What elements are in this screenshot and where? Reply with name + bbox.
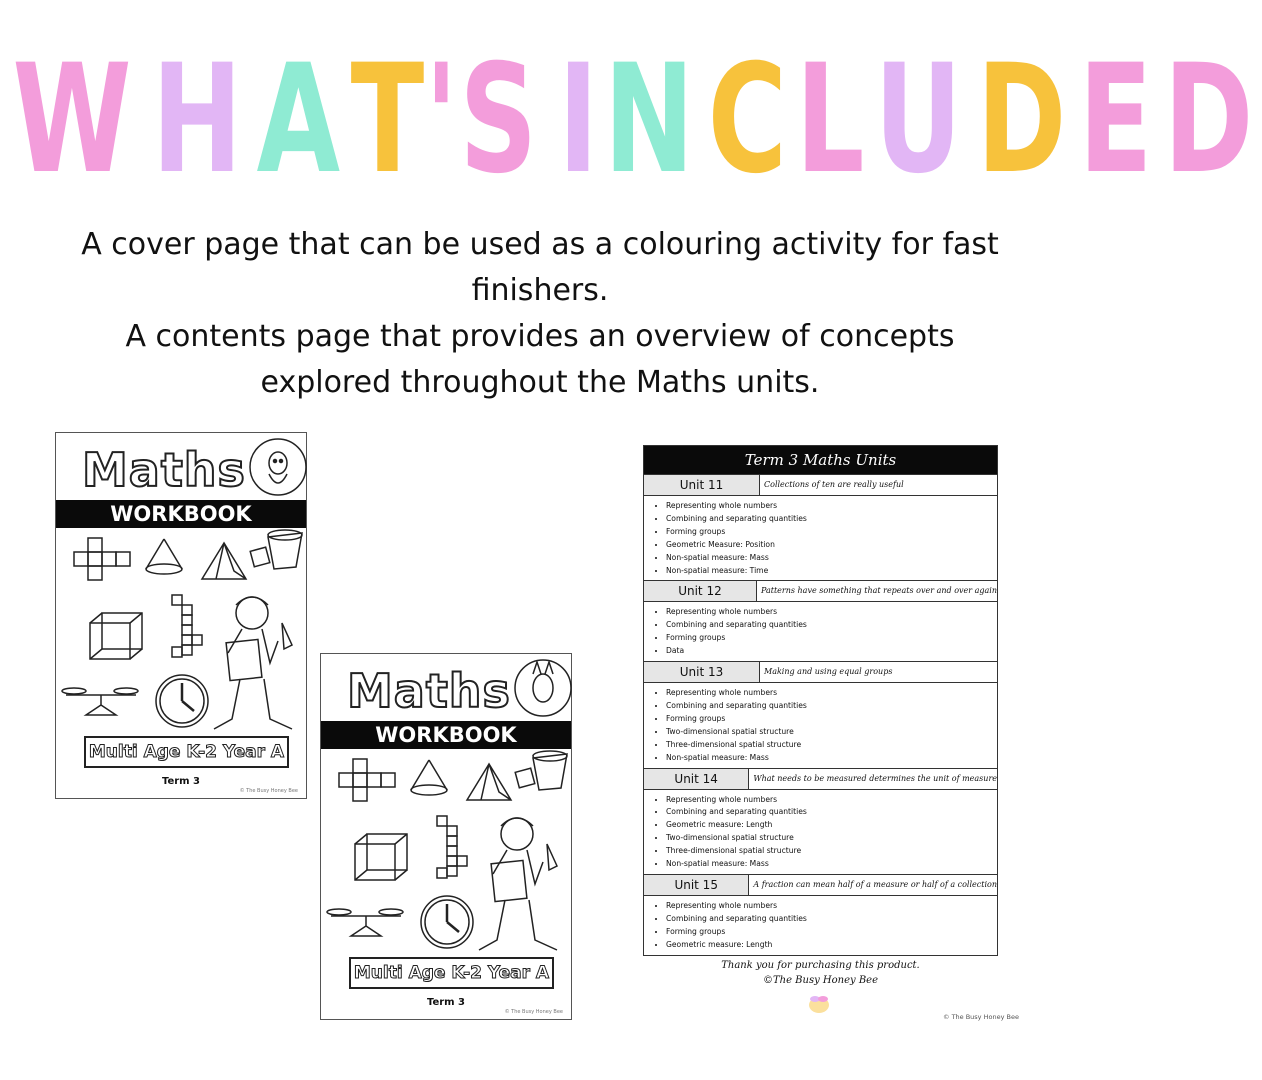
cover-term: Term 3 xyxy=(161,776,201,787)
headline-letter: ' xyxy=(425,33,460,207)
headline-letter: W xyxy=(12,33,134,207)
bee-logo-icon xyxy=(806,993,832,1015)
unit-name: Unit 12 xyxy=(644,581,757,601)
unit-header-row xyxy=(644,768,997,790)
unit-topic: • Representing whole numbers xyxy=(666,500,997,513)
thanks-line-1: Thank you for purchasing this product. xyxy=(721,960,920,971)
workbook-cover-preview-2 xyxy=(320,653,572,1020)
unit-topic: • Two-dimensional spatial structure xyxy=(666,726,997,739)
box-3d-icon xyxy=(90,613,142,659)
description-line-2: A contents page that provides an overview of concepts explored throughout the Maths units. xyxy=(125,319,955,400)
unit-topic: • Forming groups xyxy=(666,713,997,726)
number-tiles-icon xyxy=(172,595,202,657)
cover-title: Maths xyxy=(347,664,511,718)
cover-title: Maths xyxy=(82,443,246,497)
unit-topic: • Combining and separating quantities xyxy=(666,700,997,713)
unit-topic: • Geometric measure: Length xyxy=(666,939,997,952)
unit-topic: • Three-dimensional spatial structure xyxy=(666,739,997,752)
unit-name: Unit 13 xyxy=(644,662,760,682)
bucket-icon xyxy=(533,751,567,790)
headline-letter: C xyxy=(707,33,789,207)
mascot-icon xyxy=(515,660,571,716)
child-character-icon xyxy=(214,597,292,729)
unit-topic-list xyxy=(644,683,997,767)
units-contents-table xyxy=(643,445,998,956)
headline-letter: A xyxy=(256,33,342,207)
unit-topic: • Representing whole numbers xyxy=(666,687,997,700)
child-character-icon xyxy=(479,818,557,950)
unit-topic: • Combining and separating quantities xyxy=(666,806,997,819)
unit-topic: • Combining and separating quantities xyxy=(666,913,997,926)
unit-topic: • Non-spatial measure: Mass xyxy=(666,858,997,871)
unit-topic-list xyxy=(644,496,997,580)
unit-topic: • Non-spatial measure: Time xyxy=(666,565,997,578)
headline-letter: E xyxy=(1078,33,1154,207)
thanks-line-2: ©The Busy Honey Bee xyxy=(762,975,879,986)
dice-icon xyxy=(250,547,270,567)
unit-header-row xyxy=(644,661,997,683)
unit-topic: • Non-spatial measure: Mass xyxy=(666,752,997,765)
unit-topic: • Forming groups xyxy=(666,926,997,939)
unit-header-row xyxy=(644,874,997,896)
cover-credit: © The Busy Honey Bee xyxy=(239,788,298,794)
unit-header-row xyxy=(644,474,997,496)
clock-icon xyxy=(421,896,473,948)
bucket-icon xyxy=(268,530,302,569)
workbook-cover-preview xyxy=(55,432,307,799)
cover-term: Term 3 xyxy=(426,997,466,1008)
cover-credit: © The Busy Honey Bee xyxy=(504,1009,563,1015)
mascot-icon xyxy=(250,439,306,495)
headline-letter: D xyxy=(976,33,1069,207)
number-tiles-icon xyxy=(437,816,467,878)
box-3d-icon xyxy=(355,834,407,880)
unit-topic: • Forming groups xyxy=(666,632,997,645)
unit-topic: • Geometric measure: Length xyxy=(666,819,997,832)
pyramid-icon xyxy=(467,764,511,800)
unit-description: Patterns have something that repeats over and over again xyxy=(760,586,997,596)
headline-letter: T xyxy=(350,33,426,207)
balance-scale-icon xyxy=(327,909,403,936)
description-line-1: A cover page that can be used as a colouring activity for fast finishers. xyxy=(81,227,999,308)
units-title: Term 3 Maths Units xyxy=(644,446,997,474)
balance-scale-icon xyxy=(62,688,138,715)
unit-description: Making and using equal groups xyxy=(764,667,893,677)
headline-letter: U xyxy=(874,33,964,207)
clock-icon xyxy=(156,675,208,727)
cover-subtitle: WORKBOOK xyxy=(56,500,306,528)
unit-topic: • Data xyxy=(666,645,997,658)
unit-name: Unit 15 xyxy=(644,875,749,895)
cover-name-box: Multi Age K-2 Year A xyxy=(349,957,554,989)
thanks-note xyxy=(643,958,998,988)
unit-topic: • Forming groups xyxy=(666,526,997,539)
unit-topic: • Representing whole numbers xyxy=(666,794,997,807)
cover-name-box: Multi Age K-2 Year A xyxy=(84,736,289,768)
unit-description: A fraction can mean half of a measure or half of a collection xyxy=(753,879,997,889)
headline-letter: H xyxy=(152,33,245,207)
units-body xyxy=(644,474,997,955)
unit-topic: • Representing whole numbers xyxy=(666,606,997,619)
unit-description: Collections of ten are really useful xyxy=(764,480,904,489)
cone-icon xyxy=(146,539,182,574)
unit-topic: • Representing whole numbers xyxy=(666,900,997,913)
description xyxy=(60,222,1020,406)
cone-icon xyxy=(411,760,447,795)
headline-letter: I xyxy=(558,33,601,207)
unit-name: Unit 11 xyxy=(644,475,760,495)
unit-topic-list xyxy=(644,790,997,874)
page-headline xyxy=(0,33,1256,207)
headline-letter: N xyxy=(604,33,696,207)
unit-topic: • Three-dimensional spatial structure xyxy=(666,845,997,858)
unit-topic: • Two-dimensional spatial structure xyxy=(666,832,997,845)
pyramid-icon xyxy=(202,543,246,579)
cube-net-icon xyxy=(74,538,130,580)
unit-topic-list xyxy=(644,896,997,955)
cover-subtitle: WORKBOOK xyxy=(321,721,571,749)
headline-letter: S xyxy=(459,33,540,207)
unit-topic-list xyxy=(644,602,997,661)
unit-name: Unit 14 xyxy=(644,769,749,789)
unit-description: What needs to be measured determines the unit of measure xyxy=(753,773,997,783)
dice-icon xyxy=(515,768,535,788)
unit-topic: • Geometric Measure: Position xyxy=(666,539,997,552)
unit-topic: • Combining and separating quantities xyxy=(666,619,997,632)
headline-letter: D xyxy=(1163,33,1256,207)
unit-topic: • Combining and separating quantities xyxy=(666,513,997,526)
headline-letter: L xyxy=(795,33,866,207)
unit-header-row xyxy=(644,580,997,602)
footer-copyright: © The Busy Honey Bee xyxy=(943,1013,1019,1021)
unit-topic: • Non-spatial measure: Mass xyxy=(666,552,997,565)
cube-net-icon xyxy=(339,759,395,801)
